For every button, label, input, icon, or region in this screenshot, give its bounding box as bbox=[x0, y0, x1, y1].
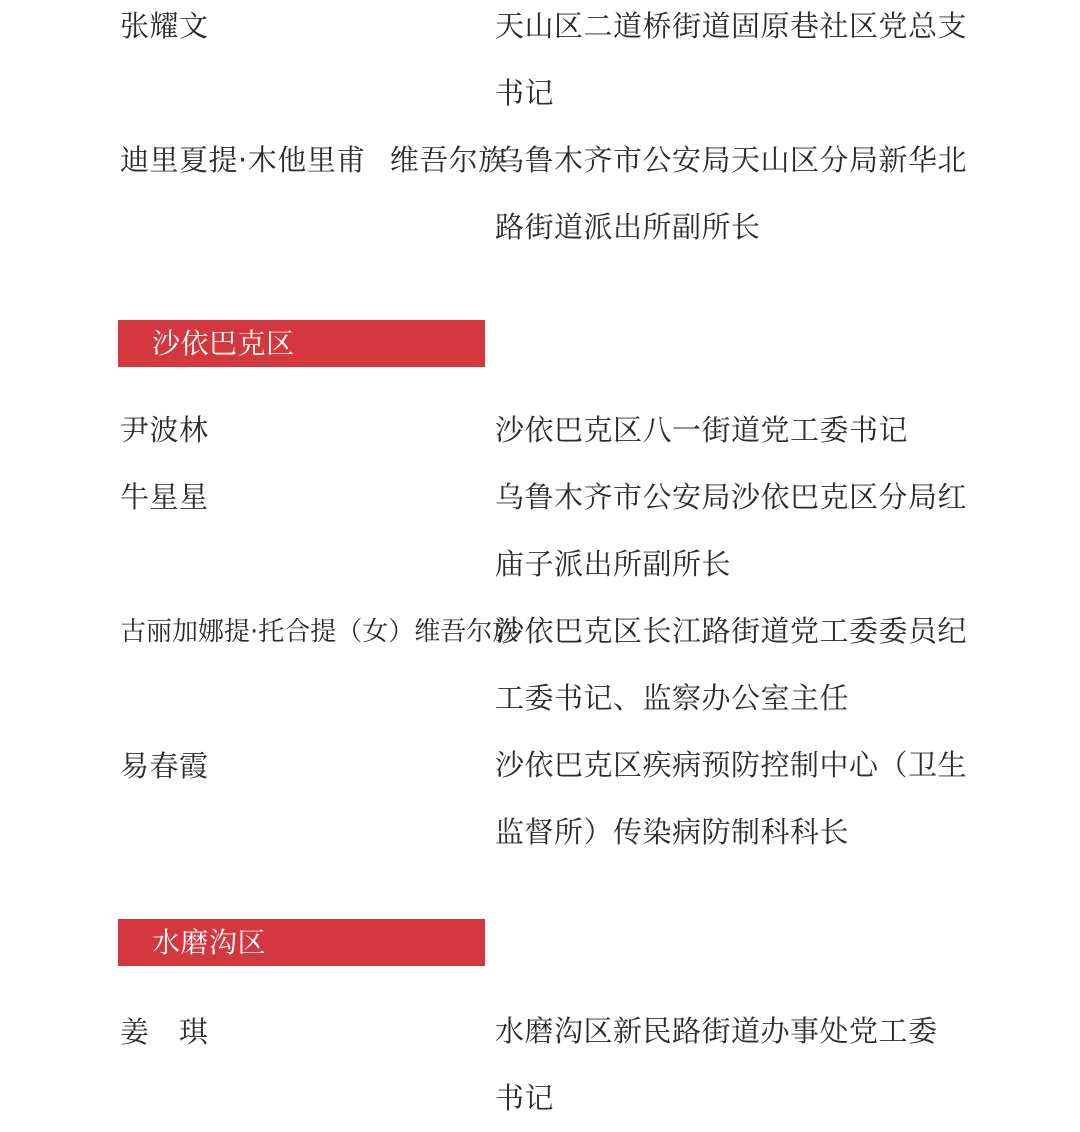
position-line: 沙依巴克区八一街道党工委书记 bbox=[495, 413, 909, 447]
position-line: 监督所）传染病防制科科长 bbox=[495, 815, 850, 849]
position-line: 乌鲁木齐市公安局沙依巴克区分局红 bbox=[495, 480, 968, 514]
person-name bbox=[120, 1012, 209, 1052]
person-name bbox=[120, 140, 508, 180]
position-line: 乌鲁木齐市公安局天山区分局新华北 bbox=[495, 143, 968, 177]
ethnicity-text: 维吾尔族 bbox=[414, 617, 519, 647]
person-name bbox=[120, 6, 209, 46]
name-text: 姜 琪 bbox=[120, 1015, 209, 1049]
person-position bbox=[495, 732, 968, 866]
name-text: 张耀文 bbox=[120, 9, 209, 43]
position-line: 水磨沟区新民路街道办事处党工委 bbox=[495, 1014, 938, 1048]
person-name bbox=[120, 612, 518, 652]
person-name bbox=[120, 410, 209, 450]
name-text: 牛星星 bbox=[120, 480, 209, 514]
person-position bbox=[495, 397, 965, 464]
person-position bbox=[495, 0, 968, 127]
position-line: 路街道派出所副所长 bbox=[495, 210, 761, 244]
person-position bbox=[495, 127, 968, 261]
position-line: 天山区二道桥街道固原巷社区党总支 bbox=[495, 9, 968, 43]
person-position bbox=[495, 464, 968, 598]
section-header: 沙依巴克区 bbox=[118, 320, 485, 367]
person-position bbox=[495, 998, 965, 1132]
section-header: 水磨沟区 bbox=[118, 919, 485, 966]
position-line: 书记 bbox=[495, 76, 555, 110]
name-text: 迪里夏提·木他里甫 bbox=[120, 143, 366, 177]
name-text: 易春霞 bbox=[120, 749, 209, 783]
position-line: 沙依巴克区疾病预防控制中心（卫生 bbox=[495, 748, 968, 782]
position-line: 庙子派出所副所长 bbox=[495, 547, 732, 581]
position-line: 书记 bbox=[495, 1081, 555, 1115]
person-name bbox=[120, 477, 209, 517]
name-text: 古丽加娜提·托合提（女） bbox=[120, 617, 415, 647]
position-line: 工委书记、监察办公室主任 bbox=[495, 681, 850, 715]
position-line: 沙依巴克区长江路街道党工委委员纪 bbox=[495, 614, 968, 648]
person-name bbox=[120, 746, 209, 786]
name-text: 尹波林 bbox=[120, 413, 209, 447]
ethnicity-text: 维吾尔族 bbox=[389, 143, 508, 177]
person-position bbox=[495, 598, 968, 732]
